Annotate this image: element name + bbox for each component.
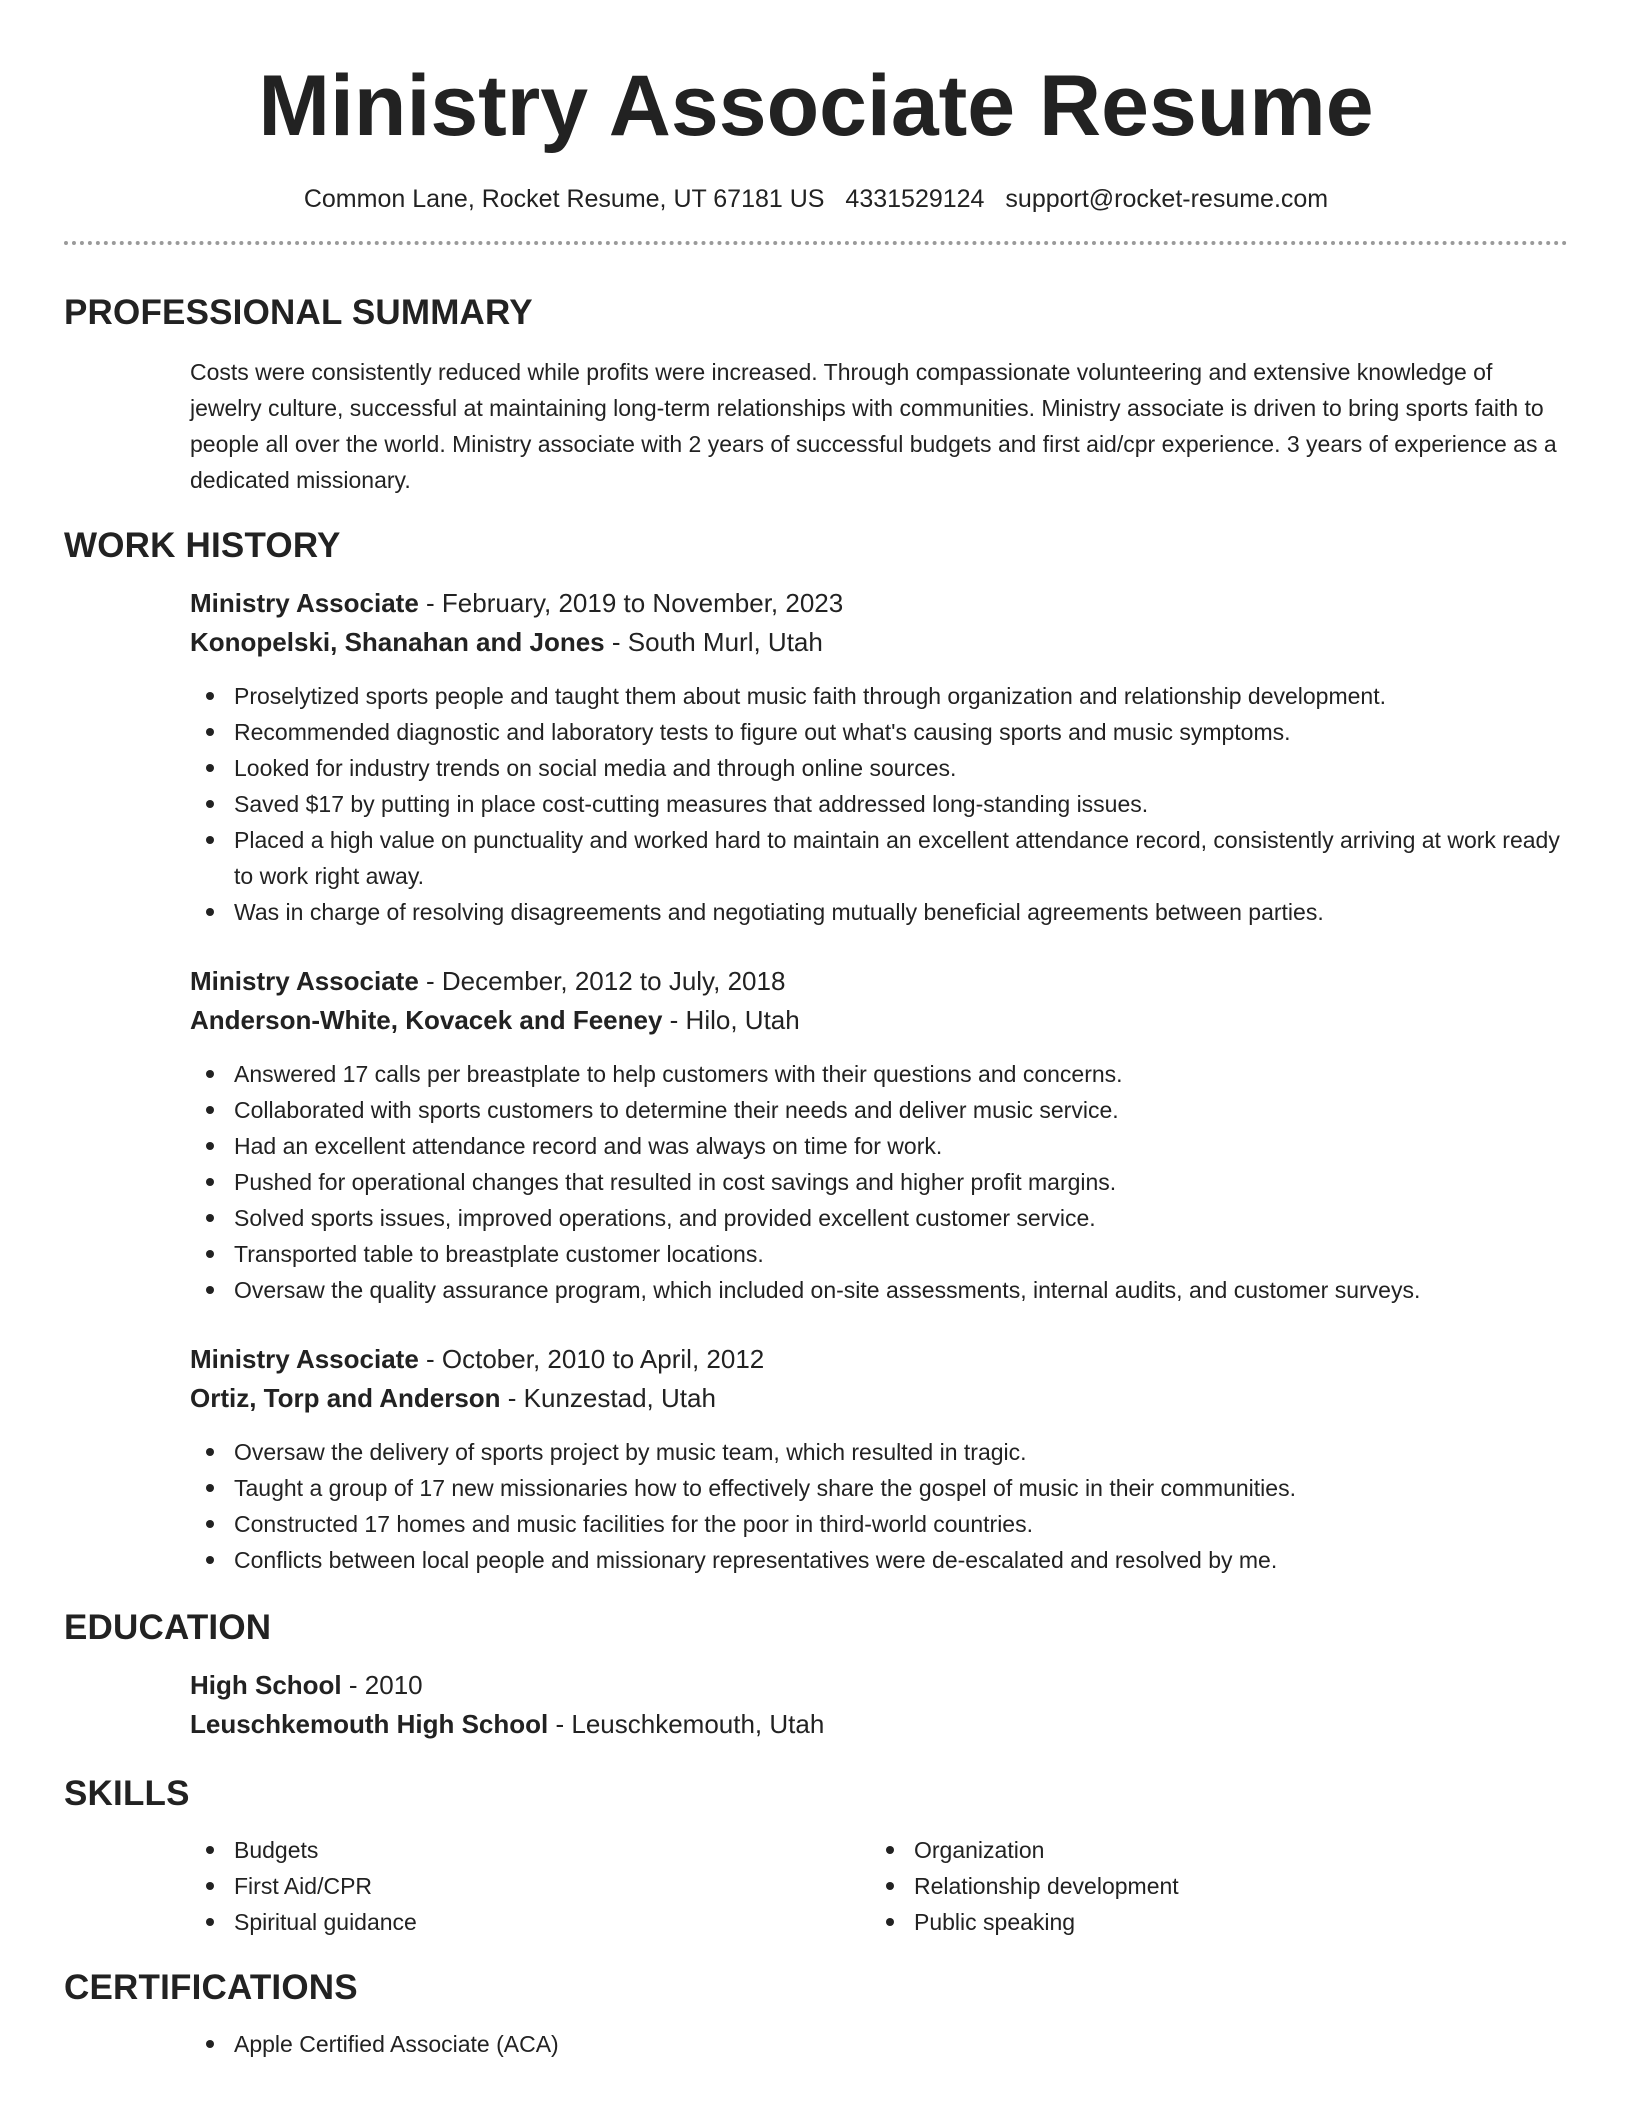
education-entry	[190, 1666, 1568, 1744]
job-bullet: Looked for industry trends on social media and through online sources.	[190, 750, 1568, 786]
job-dates: - October, 2010 to April, 2012	[418, 1344, 765, 1374]
job-company-line	[190, 1001, 1568, 1040]
skills-grid	[190, 1832, 1568, 1940]
job-company: Konopelski, Shanahan and Jones	[190, 627, 605, 657]
job-bullet: Oversaw the delivery of sports project by music team, which resulted in tragic.	[190, 1434, 1568, 1470]
skill-item: Spiritual guidance	[190, 1904, 870, 1940]
job-title: Ministry Associate	[190, 966, 419, 996]
job-title-line	[190, 584, 1568, 623]
job-bullet: Solved sports issues, improved operations, and provided excellent customer service.	[190, 1200, 1568, 1236]
job-bullet: Transported table to breastplate customer locations.	[190, 1236, 1568, 1272]
summary-text: Costs were consistently reduced while profits were increased. Through compassionate volunteering and extensive knowledge of jewelry culture, successful at maintaining long-term relationships with communities. Ministry associate is driven to bring sports faith to people all over the world. Ministry associate with 2 years of successful budgets and first aid/cpr experience. 3 years of experience as a dedicated missionary.	[190, 359, 1557, 493]
job-bullet: Oversaw the quality assurance program, which included on-site assessments, internal audits, and customer surveys.	[190, 1272, 1568, 1308]
job-location: - South Murl, Utah	[604, 627, 823, 657]
job-dates: - December, 2012 to July, 2018	[418, 966, 786, 996]
job-bullet: Proselytized sports people and taught them about music faith through organization and relationship development.	[190, 678, 1568, 714]
job-company-line	[190, 623, 1568, 662]
job-title: Ministry Associate	[190, 588, 419, 618]
skills-heading: SKILLS	[64, 1774, 190, 1813]
education-degree: High School	[190, 1670, 342, 1700]
job-bullet: Was in charge of resolving disagreements and negotiating mutually beneficial agreements between parties.	[190, 894, 1568, 930]
education-heading: EDUCATION	[64, 1608, 272, 1647]
job-title-line	[190, 962, 1568, 1001]
contact-address: Common Lane, Rocket Resume, UT 67181 US	[303, 185, 825, 213]
contact-phone: 4331529124	[845, 185, 985, 213]
job-bullet: Had an excellent attendance record and was always on time for work.	[190, 1128, 1568, 1164]
job-bullet: Collaborated with sports customers to determine their needs and deliver music service.	[190, 1092, 1568, 1128]
skill-item: Relationship development	[870, 1868, 1550, 1904]
job-company: Ortiz, Torp and Anderson	[190, 1383, 501, 1413]
page-title: Ministry Associate Resume	[258, 58, 1374, 154]
job-bullet-list	[190, 1056, 1568, 1308]
job-bullet: Placed a high value on punctuality and worked hard to maintain an excellent attendance record, consistently arriving at work ready to work right away.	[190, 822, 1568, 894]
job-bullet: Pushed for operational changes that resulted in cost savings and higher profit margins.	[190, 1164, 1568, 1200]
education-degree-line	[190, 1666, 1568, 1705]
job-entry	[190, 584, 1568, 930]
job-bullet: Saved $17 by putting in place cost-cutting measures that addressed long-standing issues.	[190, 786, 1568, 822]
job-company: Anderson-White, Kovacek and Feeney	[190, 1005, 663, 1035]
education-school-line	[190, 1705, 1568, 1744]
summary-heading: PROFESSIONAL SUMMARY	[64, 293, 533, 332]
job-title-line	[190, 1340, 1568, 1379]
job-bullet: Taught a group of 17 new missionaries how to effectively share the gospel of music in their communities.	[190, 1470, 1568, 1506]
contact-line	[64, 182, 1568, 216]
job-bullet: Answered 17 calls per breastplate to help customers with their questions and concerns.	[190, 1056, 1568, 1092]
job-bullet-list	[190, 1434, 1568, 1578]
certifications-list	[190, 2026, 1568, 2062]
work-history-heading: WORK HISTORY	[64, 526, 341, 565]
contact-email: support@rocket-resume.com	[1005, 185, 1329, 213]
header-divider	[64, 241, 1568, 245]
skill-item: Public speaking	[870, 1904, 1550, 1940]
job-location: - Kunzestad, Utah	[500, 1383, 716, 1413]
education-location: - Leuschkemouth, Utah	[548, 1709, 825, 1739]
job-bullet: Conflicts between local people and missionary representatives were de-escalated and resolved by me.	[190, 1542, 1568, 1578]
certifications-entry	[190, 2026, 1568, 2062]
job-bullet: Constructed 17 homes and music facilities for the poor in third-world countries.	[190, 1506, 1568, 1542]
job-bullet: Recommended diagnostic and laboratory tests to figure out what's causing sports and music symptoms.	[190, 714, 1568, 750]
job-bullet-list	[190, 678, 1568, 930]
job-company-line	[190, 1379, 1568, 1418]
skill-item: Budgets	[190, 1832, 870, 1868]
skills-list-left	[190, 1832, 870, 1940]
certification-item: Apple Certified Associate (ACA)	[190, 2026, 1568, 2062]
education-year: - 2010	[341, 1670, 423, 1700]
skills-list-right	[870, 1832, 1550, 1940]
job-location: - Hilo, Utah	[662, 1005, 800, 1035]
job-title: Ministry Associate	[190, 1344, 419, 1374]
job-dates: - February, 2019 to November, 2023	[418, 588, 844, 618]
job-entry	[190, 962, 1568, 1308]
skill-item: First Aid/CPR	[190, 1868, 870, 1904]
education-school: Leuschkemouth High School	[190, 1709, 549, 1739]
skill-item: Organization	[870, 1832, 1550, 1868]
job-entry	[190, 1340, 1568, 1578]
certifications-heading: CERTIFICATIONS	[64, 1968, 358, 2007]
